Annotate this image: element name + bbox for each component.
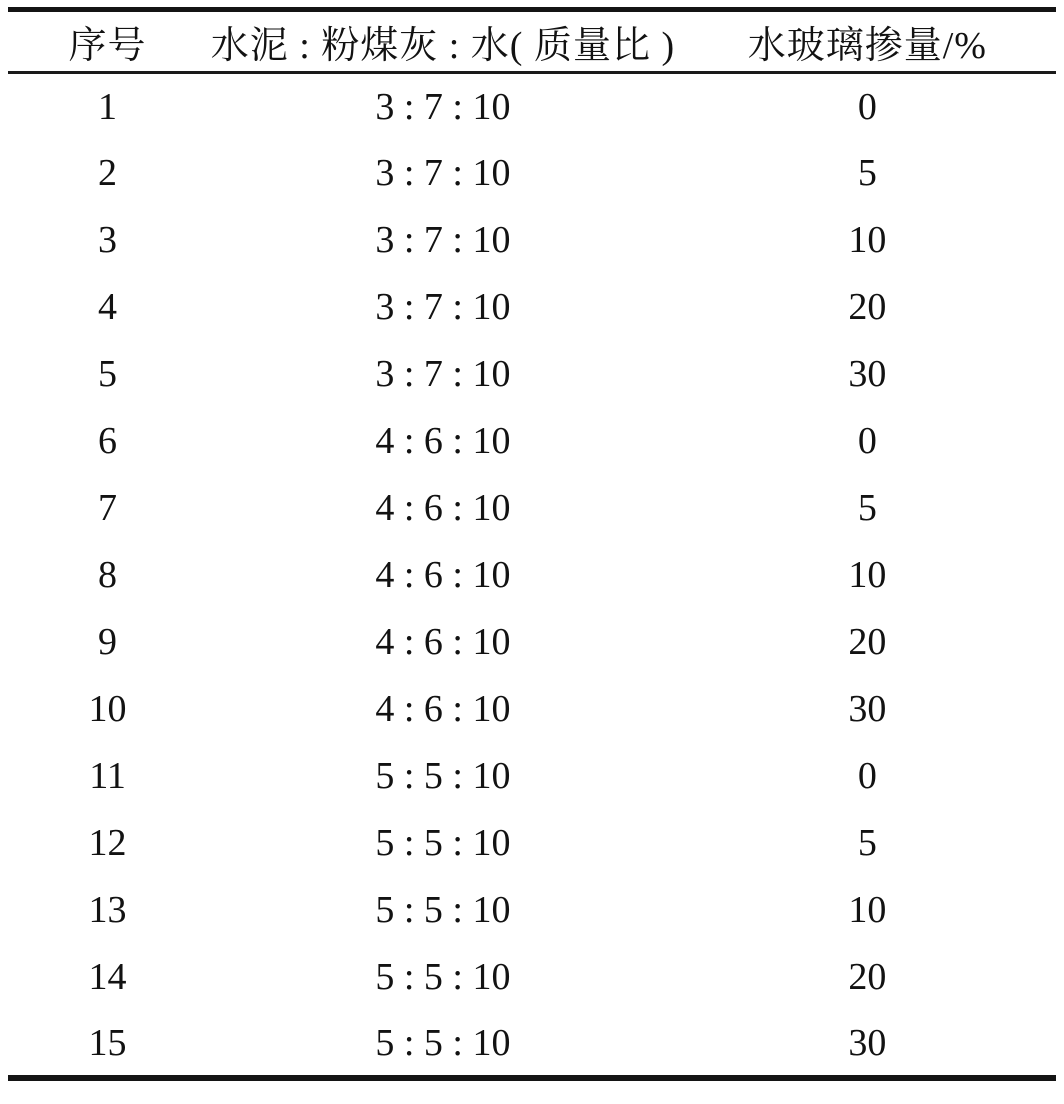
cell-ratio: 4 : 6 : 10: [375, 420, 511, 462]
table-row: [8, 944, 1056, 1011]
cell-dosage: 5: [857, 152, 877, 194]
table-row: [8, 274, 1056, 341]
cell-ratio: 3 : 7 : 10: [375, 286, 511, 328]
table-row: [8, 1011, 1056, 1078]
column-header-ratio: 水泥 : 粉煤灰 : 水( 质量比 ): [210, 25, 676, 67]
cell-serial: 13: [88, 889, 127, 931]
cell-ratio: 5 : 5 : 10: [375, 1021, 511, 1064]
cell-ratio: 3 : 7 : 10: [375, 85, 511, 128]
table-row: [8, 207, 1056, 274]
cell-dosage: 30: [848, 353, 887, 395]
cell-dosage: 30: [848, 1021, 887, 1064]
table-row: [8, 341, 1056, 408]
cell-serial: 2: [98, 152, 118, 194]
cell-dosage: 0: [857, 755, 877, 797]
cell-serial: 12: [88, 822, 127, 864]
cell-serial: 10: [88, 688, 127, 730]
table-row: [8, 73, 1056, 140]
table-row: [8, 743, 1056, 810]
table-row: [8, 609, 1056, 676]
cell-ratio: 5 : 5 : 10: [375, 755, 511, 797]
table-row: [8, 475, 1056, 542]
table-row: [8, 542, 1056, 609]
cell-serial: 11: [89, 755, 126, 797]
table-body: [8, 73, 1056, 1078]
cell-ratio: 4 : 6 : 10: [375, 621, 511, 663]
cell-dosage: 5: [857, 822, 877, 864]
cell-ratio: 5 : 5 : 10: [375, 956, 511, 998]
cell-serial: 15: [88, 1021, 127, 1064]
cell-serial: 14: [88, 956, 127, 998]
cell-serial: 3: [98, 219, 118, 261]
table-row: [8, 140, 1056, 207]
cell-dosage: 0: [857, 85, 877, 128]
cell-serial: 7: [98, 487, 118, 529]
cell-ratio: 3 : 7 : 10: [375, 219, 511, 261]
cell-dosage: 0: [857, 420, 877, 462]
column-header-dosage: 水玻璃掺量/%: [747, 25, 987, 67]
cell-ratio: 4 : 6 : 10: [375, 487, 511, 529]
cell-serial: 9: [98, 621, 118, 663]
cell-ratio: 3 : 7 : 10: [375, 152, 511, 194]
table-row: [8, 408, 1056, 475]
cell-serial: 1: [98, 85, 118, 128]
table-row: [8, 810, 1056, 877]
cell-serial: 6: [98, 420, 118, 462]
mix-proportion-table: [8, 7, 1056, 1081]
cell-dosage: 10: [848, 889, 887, 931]
table-row: [8, 877, 1056, 944]
cell-dosage: 20: [848, 621, 887, 663]
cell-dosage: 10: [848, 219, 887, 261]
cell-dosage: 30: [848, 688, 887, 730]
table-row: [8, 676, 1056, 743]
cell-ratio: 4 : 6 : 10: [375, 554, 511, 596]
cell-ratio: 3 : 7 : 10: [375, 353, 511, 395]
cell-dosage: 10: [848, 554, 887, 596]
cell-dosage: 5: [857, 487, 877, 529]
cell-dosage: 20: [848, 956, 887, 998]
cell-ratio: 4 : 6 : 10: [375, 688, 511, 730]
cell-ratio: 5 : 5 : 10: [375, 889, 511, 931]
table-header: [8, 10, 1056, 73]
cell-serial: 8: [98, 554, 118, 596]
header-row: [8, 10, 1056, 73]
column-header-serial: 序号: [68, 25, 147, 67]
cell-serial: 4: [98, 286, 118, 328]
cell-dosage: 20: [848, 286, 887, 328]
cell-serial: 5: [98, 353, 118, 395]
cell-ratio: 5 : 5 : 10: [375, 822, 511, 864]
